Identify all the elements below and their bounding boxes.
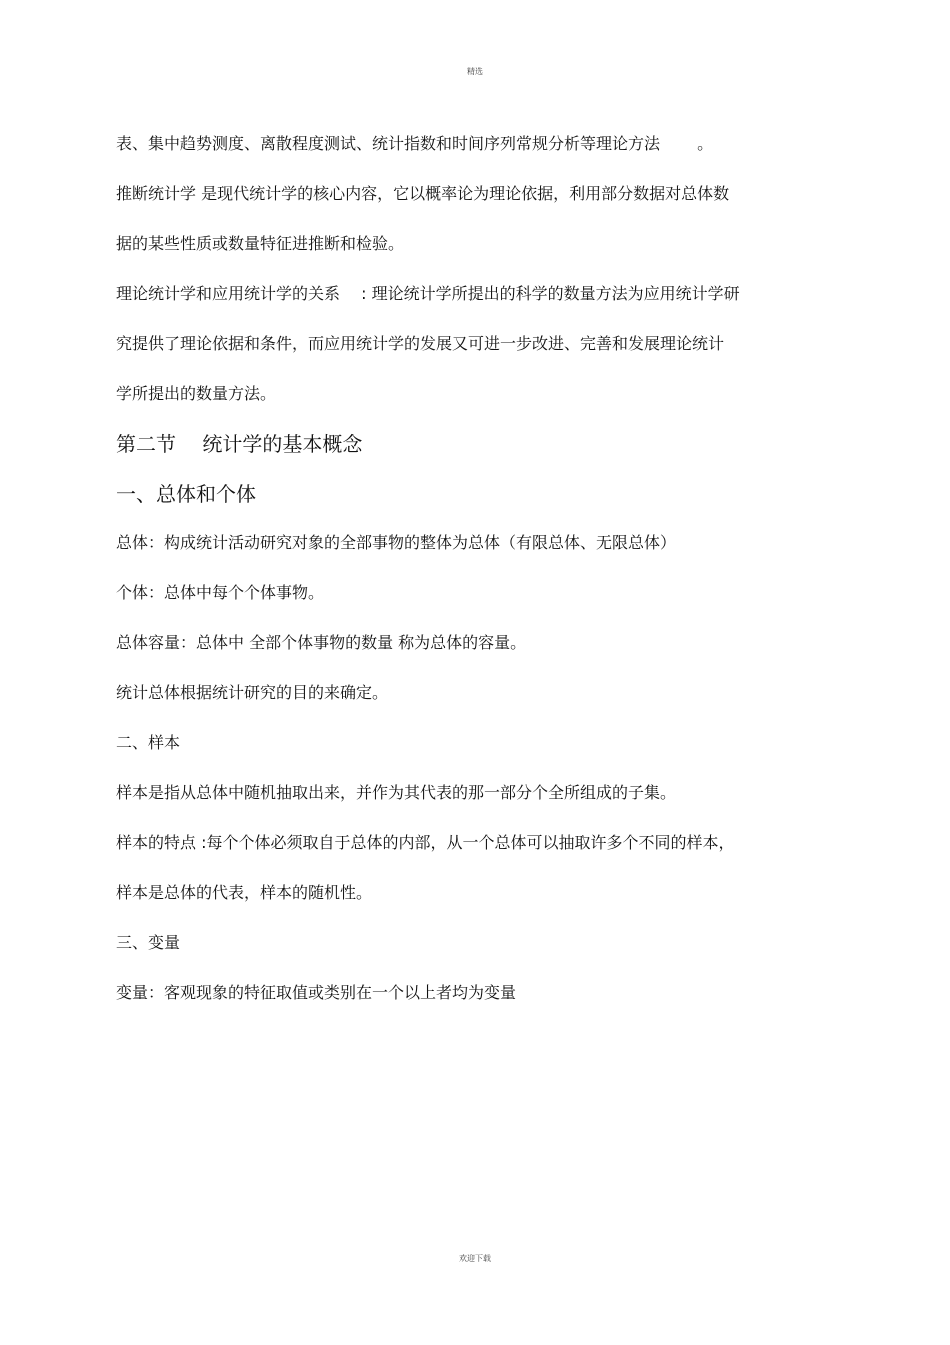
paragraph-line: 究提供了理论依据和条件，而应用统计学的发展又可进一步改进、完善和发展理论统计 bbox=[116, 334, 725, 353]
paragraph-line: 总体：构成统计活动研究对象的全部事物的整体为总体（有限总体、无限总体） bbox=[116, 533, 677, 552]
subsection-heading: 三、变量 bbox=[116, 933, 181, 952]
subsection-heading: 一、总体和个体 bbox=[116, 482, 256, 506]
paragraph-line: 理论统计学和应用统计学的关系 : 理论统计学所提出的科学的数量方法为应用统计学研 bbox=[116, 284, 740, 303]
paragraph-line: 样本是指从总体中随机抽取出来，并作为其代表的那一部分个全所组成的子集。 bbox=[116, 783, 677, 802]
page-footer: 欢迎下载 bbox=[459, 1254, 491, 1263]
paragraph-line: 变量：客观现象的特征取值或类别在一个以上者均为变量 bbox=[116, 983, 517, 1002]
paragraph-line: 学所提出的数量方法。 bbox=[116, 384, 277, 403]
paragraph-line: 推断统计学 是现代统计学的核心内容，它以概率论为理论依据，利用部分数据对总体数 bbox=[116, 184, 730, 203]
paragraph-line: 样本是总体的代表，样本的随机性。 bbox=[116, 883, 373, 902]
paragraph-line: 据的某些性质或数量特征进推断和检验。 bbox=[116, 234, 405, 253]
section-heading: 第二节 统计学的基本概念 bbox=[116, 432, 363, 456]
paragraph-line: 总体容量：总体中 全部个体事物的数量 称为总体的容量。 bbox=[116, 633, 527, 652]
paragraph-line: 表、集中趋势测度、离散程度测试、统计指数和时间序列常规分析等理论方法 。 bbox=[116, 134, 714, 153]
paragraph-line: 个体：总体中每个个体事物。 bbox=[116, 583, 325, 602]
paragraph-line: 统计总体根据统计研究的目的来确定。 bbox=[116, 683, 389, 702]
paragraph-line: 样本的特点 :每个个体必须取自于总体的内部，从一个总体可以抽取许多个不同的样本， bbox=[116, 833, 735, 852]
subsection-heading: 二、样本 bbox=[116, 733, 181, 752]
page-header: 精选 bbox=[467, 67, 483, 76]
